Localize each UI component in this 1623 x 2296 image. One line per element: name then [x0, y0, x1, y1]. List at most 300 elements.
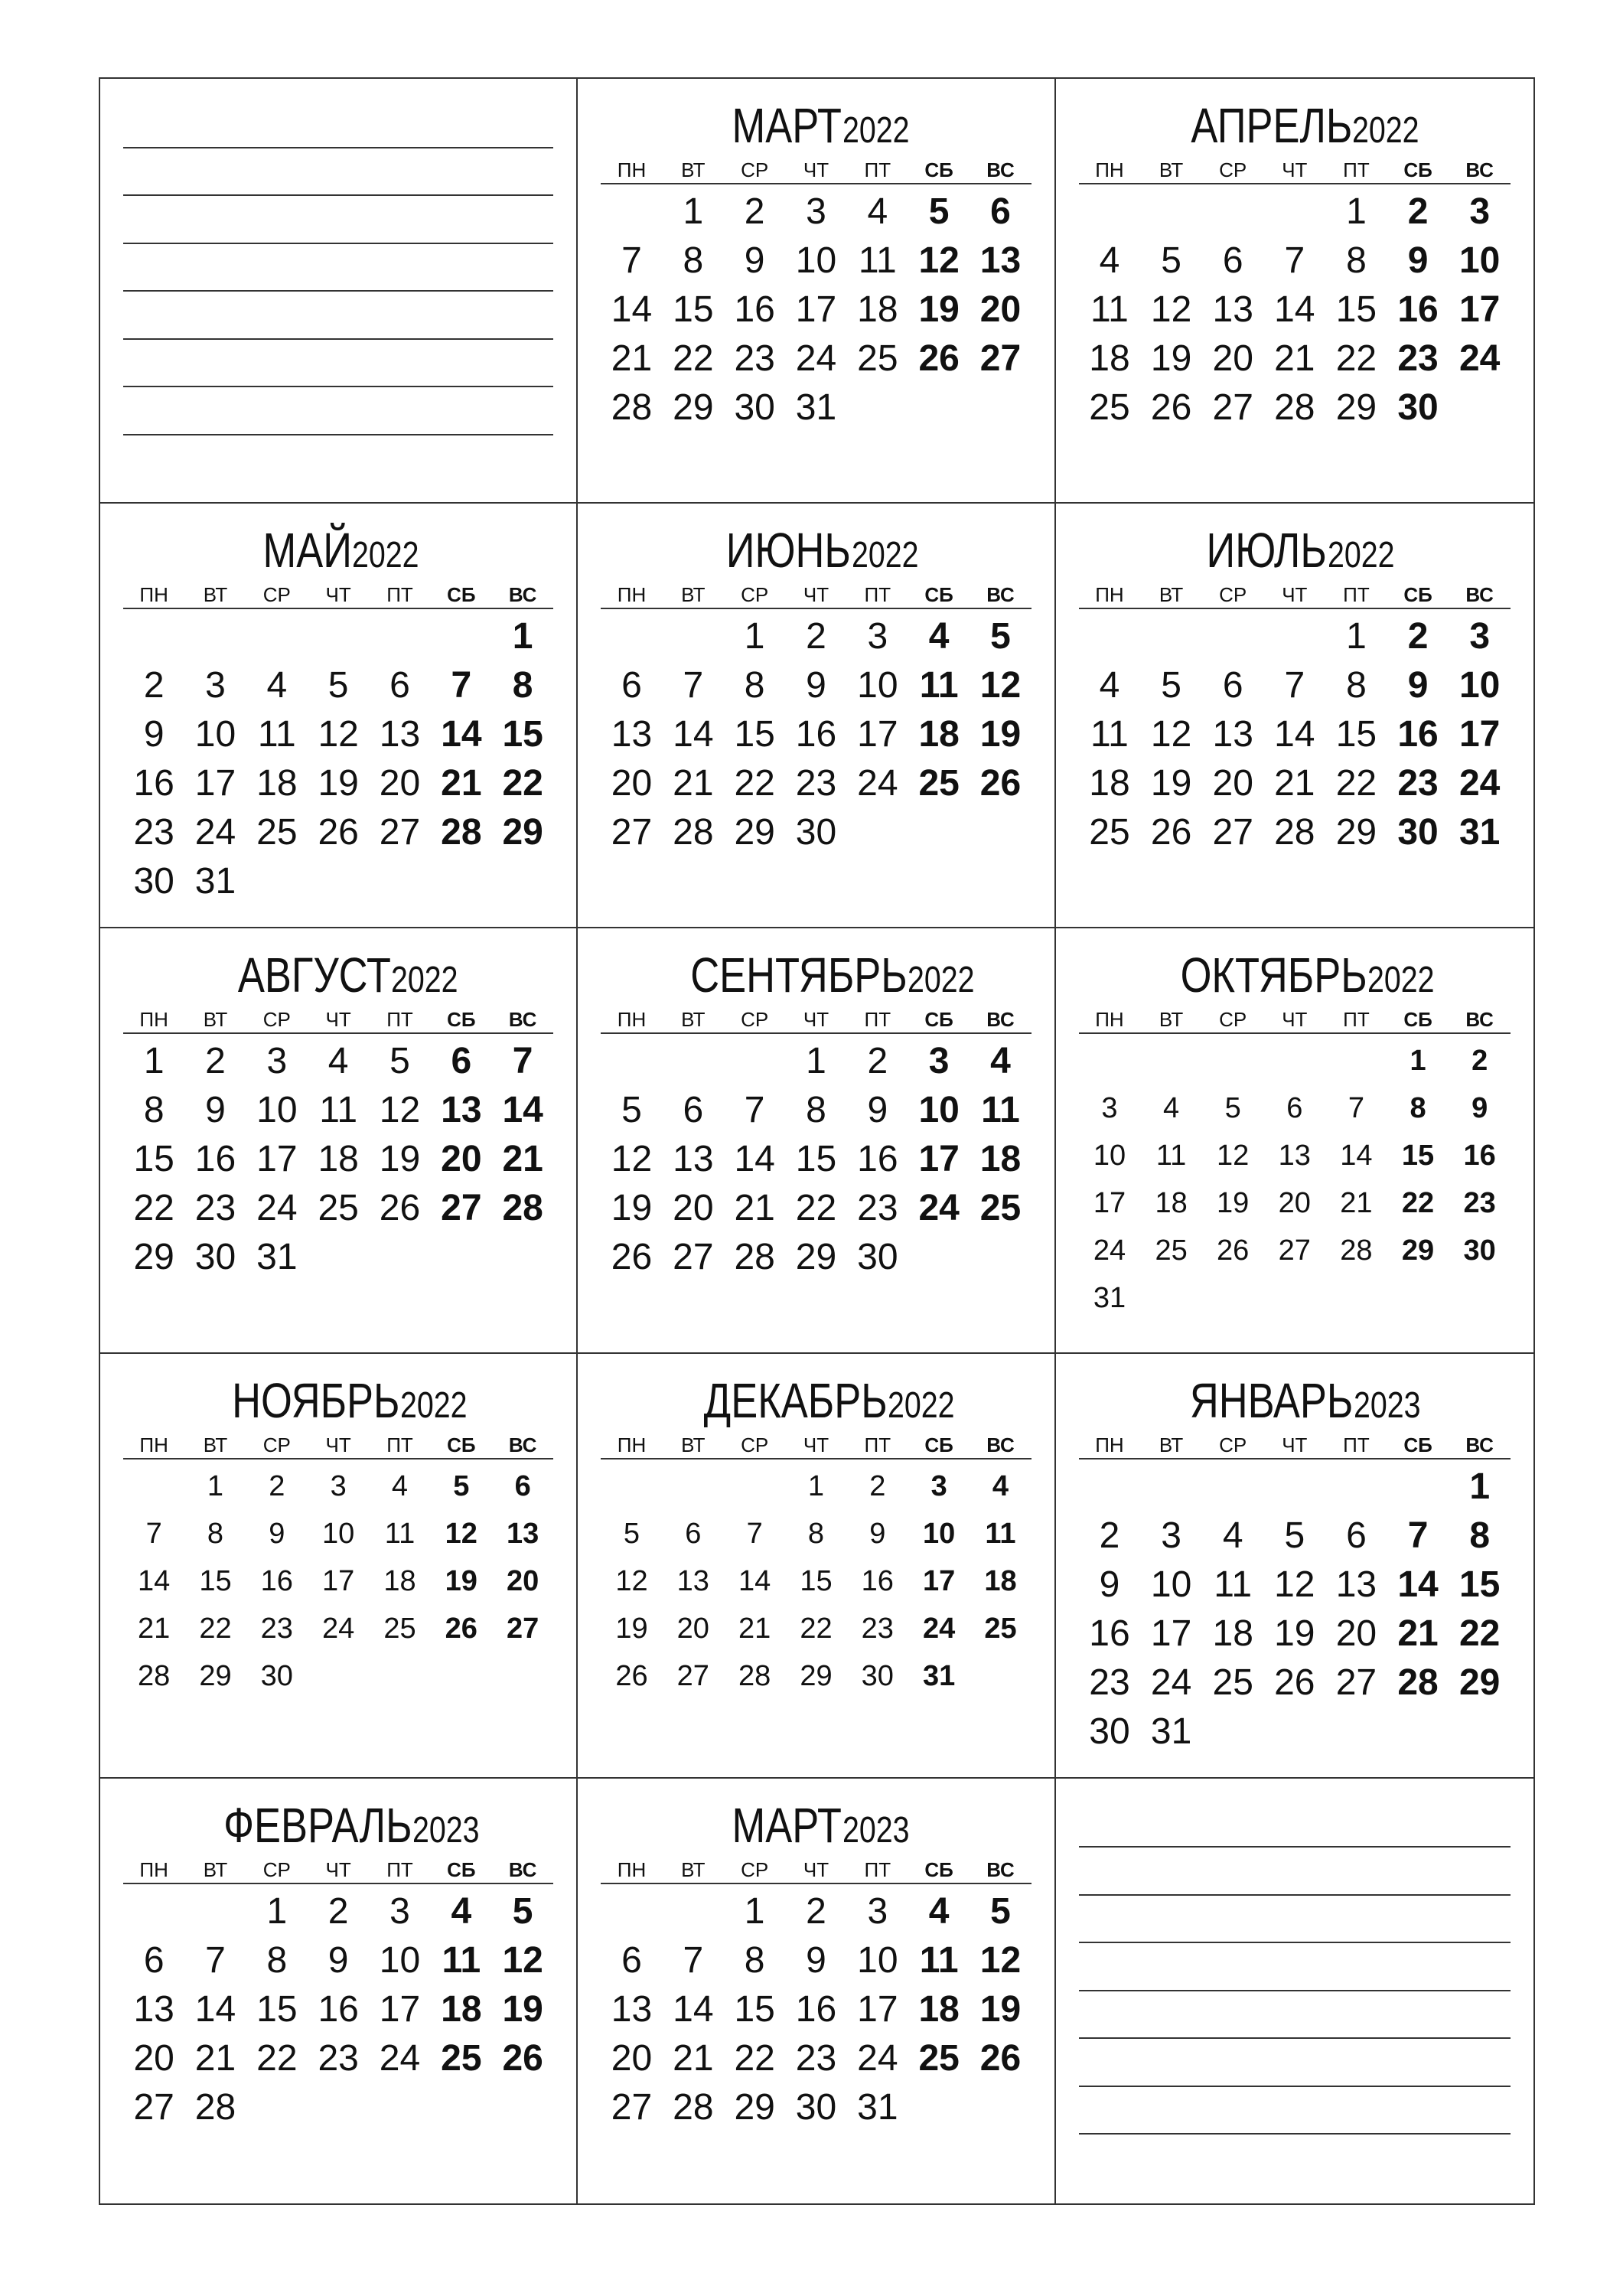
- day: 19: [379, 1139, 421, 1180]
- day: 31: [1150, 1711, 1192, 1752]
- day: 19: [1217, 1187, 1250, 1220]
- weekend-day: 22: [1401, 1187, 1435, 1220]
- month-calendar: [1079, 96, 1511, 432]
- day: 11: [319, 1090, 358, 1131]
- empty-day: [1264, 612, 1326, 661]
- day: 17: [1093, 1187, 1126, 1220]
- month-year: 2023: [842, 1809, 910, 1851]
- day: 1: [744, 1890, 765, 1932]
- day: 24: [1150, 1662, 1192, 1703]
- day: 24: [322, 1612, 355, 1645]
- month-name: ИЮНЬ: [726, 523, 852, 579]
- day: 1: [207, 1469, 224, 1502]
- day: 30: [260, 1659, 293, 1692]
- day: 12: [1274, 1564, 1315, 1605]
- day: 27: [1212, 387, 1253, 428]
- weekend-day: 13: [441, 1090, 482, 1131]
- weekday-label: ЧТ: [1282, 1433, 1308, 1456]
- empty-day: [1325, 1037, 1387, 1084]
- month-year: 2022: [1327, 535, 1395, 576]
- weekday-label: ПТ: [864, 158, 891, 181]
- day: 28: [1274, 387, 1315, 428]
- weekday-label: СР: [262, 1433, 291, 1456]
- note-line: [1079, 1848, 1511, 1896]
- month-year: 2023: [1353, 1384, 1421, 1426]
- weekday-label: ЧТ: [325, 1008, 351, 1032]
- weekend-day: 17: [1458, 714, 1501, 755]
- day: 28: [673, 812, 714, 853]
- weekday-header: [123, 1855, 553, 1884]
- day: 4: [867, 191, 888, 232]
- weekend-day: 4: [451, 1890, 472, 1932]
- day: 22: [199, 1612, 232, 1645]
- weekend-day: 15: [1458, 1564, 1501, 1605]
- weekday-header: [123, 580, 553, 609]
- day: 27: [1278, 1234, 1311, 1267]
- day: 20: [1335, 1613, 1377, 1654]
- day: 4: [1222, 1515, 1243, 1556]
- empty-day: [1140, 1463, 1202, 1512]
- weekend-day: 18: [984, 1564, 1017, 1597]
- weekend-day: 11: [442, 1939, 481, 1981]
- day: 23: [734, 338, 775, 379]
- weekday-label: ВТ: [681, 158, 706, 181]
- weekday-label: СБ: [447, 1433, 476, 1456]
- day: 24: [194, 812, 236, 853]
- weekday-label: ЧТ: [325, 1433, 351, 1456]
- day: 3: [867, 616, 888, 657]
- empty-day: [1202, 1463, 1264, 1512]
- empty-day: [601, 612, 662, 661]
- day: 11: [1090, 714, 1129, 755]
- day: 25: [1089, 812, 1130, 853]
- empty-day: [1140, 188, 1202, 236]
- day: 17: [857, 714, 898, 755]
- day: 4: [328, 1041, 349, 1082]
- month-panel: [578, 1354, 1055, 1779]
- weekday-label: ПН: [1095, 1008, 1124, 1032]
- day: 3: [205, 665, 226, 706]
- day: 20: [1212, 338, 1253, 379]
- calendar-grid: [99, 77, 1535, 2205]
- weekday-label: СБ: [924, 1857, 953, 1881]
- day: 25: [1212, 1662, 1253, 1703]
- day: 22: [734, 2037, 775, 2079]
- days-grid: [123, 1463, 553, 1700]
- weekday-label: ВТ: [1159, 583, 1184, 607]
- weekend-day: 20: [979, 289, 1022, 330]
- note-line: [1079, 1943, 1511, 1991]
- day: 27: [676, 1659, 709, 1692]
- month-title: [1079, 945, 1511, 1005]
- day: 21: [611, 338, 653, 379]
- weekend-day: 18: [918, 714, 960, 755]
- empty-day: [1079, 188, 1141, 236]
- weekday-label: ПТ: [386, 1433, 413, 1456]
- day: 14: [673, 1988, 714, 2030]
- day: 3: [1161, 1515, 1181, 1556]
- weekend-day: 28: [1397, 1662, 1439, 1703]
- day: 4: [266, 665, 288, 706]
- note-line: [123, 244, 553, 292]
- day: 5: [623, 1517, 640, 1550]
- weekend-day: 19: [918, 289, 960, 330]
- day: 11: [1155, 1140, 1187, 1172]
- weekend-day: 12: [502, 1939, 543, 1981]
- weekday-header: [601, 155, 1031, 184]
- weekend-day: 11: [985, 1517, 1016, 1550]
- weekday-label: ПН: [617, 583, 647, 607]
- month-title: [1079, 96, 1511, 155]
- weekday-label: ПТ: [1343, 158, 1370, 181]
- empty-day: [1202, 612, 1264, 661]
- weekend-day: 16: [1397, 289, 1439, 330]
- day: 16: [734, 289, 775, 330]
- day: 6: [1222, 240, 1243, 281]
- day: 23: [861, 1612, 894, 1645]
- day: 1: [744, 616, 765, 657]
- day: 25: [1155, 1234, 1188, 1267]
- weekday-header: [1079, 1430, 1511, 1459]
- weekday-label: ВС: [1465, 158, 1494, 181]
- day: 14: [1274, 289, 1315, 330]
- days-grid: [1079, 1463, 1511, 1756]
- day: 22: [1335, 338, 1377, 379]
- day: 16: [1089, 1613, 1130, 1654]
- day: 15: [673, 289, 714, 330]
- weekend-day: 4: [990, 1041, 1011, 1082]
- weekday-label: СБ: [1403, 158, 1432, 181]
- weekday-label: ПТ: [1343, 1433, 1370, 1456]
- month-calendar: [601, 1371, 1031, 1700]
- day: 10: [194, 714, 236, 755]
- day: 9: [205, 1090, 226, 1131]
- days-grid: [1079, 188, 1511, 432]
- day: 11: [1214, 1564, 1253, 1605]
- weekend-day: 4: [928, 1890, 950, 1932]
- weekend-day: 2: [1407, 616, 1429, 657]
- weekday-label: ВТ: [203, 1433, 228, 1456]
- weekend-day: 5: [512, 1890, 533, 1932]
- day: 22: [133, 1188, 174, 1229]
- day: 2: [1099, 1515, 1120, 1556]
- day: 6: [683, 1090, 704, 1131]
- day: 16: [857, 1139, 898, 1180]
- weekend-day: 17: [1458, 289, 1501, 330]
- month-title: [123, 945, 553, 1005]
- day: 29: [199, 1659, 232, 1692]
- weekend-day: 17: [923, 1564, 956, 1597]
- day: 13: [1212, 714, 1253, 755]
- weekday-label: СР: [1219, 583, 1247, 607]
- weekend-day: 5: [990, 1890, 1011, 1932]
- empty-day: [1387, 1463, 1449, 1512]
- day: 2: [205, 1041, 226, 1082]
- day: 13: [611, 1988, 653, 2030]
- weekend-day: 24: [1458, 763, 1501, 804]
- month-panel: [100, 1354, 578, 1779]
- weekend-day: 30: [1463, 1234, 1496, 1267]
- weekday-label: ЧТ: [1282, 158, 1308, 181]
- day: 21: [673, 763, 714, 804]
- day: 18: [256, 763, 298, 804]
- note-line: [123, 292, 553, 340]
- day: 13: [1335, 1564, 1377, 1605]
- weekend-day: 9: [1471, 1092, 1488, 1125]
- day: 1: [807, 1469, 825, 1502]
- day: 6: [621, 665, 642, 706]
- month-panel: [578, 1779, 1055, 2203]
- weekday-label: ПН: [617, 1008, 647, 1032]
- day: 15: [256, 1988, 298, 2030]
- day: 26: [1274, 1662, 1315, 1703]
- weekend-day: 1: [1469, 1466, 1491, 1507]
- month-name: АПРЕЛЬ: [1190, 98, 1352, 153]
- weekday-label: ПТ: [864, 583, 891, 607]
- day: 25: [383, 1612, 416, 1645]
- weekend-day: 8: [1469, 1515, 1491, 1556]
- day: 23: [133, 812, 174, 853]
- day: 19: [1150, 763, 1192, 804]
- weekday-label: СР: [1219, 1433, 1247, 1456]
- empty-day: [1079, 612, 1141, 661]
- weekday-label: ВТ: [1159, 158, 1184, 181]
- day: 23: [857, 1188, 898, 1229]
- day: 10: [379, 1939, 421, 1981]
- day: 7: [1348, 1092, 1364, 1125]
- empty-day: [184, 612, 246, 661]
- day: 10: [795, 240, 837, 281]
- day: 22: [795, 1188, 837, 1229]
- weekday-label: ЧТ: [803, 158, 829, 181]
- day: 6: [143, 1939, 165, 1981]
- day: 8: [266, 1939, 288, 1981]
- weekday-label: ПТ: [864, 1008, 891, 1032]
- day: 2: [143, 665, 165, 706]
- month-panel: [1056, 504, 1533, 928]
- day: 25: [1089, 387, 1130, 428]
- day: 3: [867, 1890, 888, 1932]
- weekend-day: 10: [1458, 240, 1501, 281]
- weekend-day: 15: [1401, 1140, 1435, 1172]
- day: 18: [1155, 1187, 1188, 1220]
- weekend-day: 3: [930, 1469, 947, 1502]
- day: 26: [615, 1659, 648, 1692]
- empty-day: [601, 188, 662, 236]
- weekday-label: ВТ: [681, 1857, 706, 1881]
- note-line: [123, 387, 553, 435]
- day: 26: [1217, 1234, 1250, 1267]
- weekday-label: ВС: [986, 1857, 1015, 1881]
- weekend-day: 26: [502, 2037, 543, 2079]
- day: 7: [744, 1090, 765, 1131]
- weekday-label: ВТ: [203, 1857, 228, 1881]
- day: 26: [1150, 812, 1192, 853]
- weekday-label: СР: [741, 583, 769, 607]
- day: 21: [673, 2037, 714, 2079]
- weekend-day: 26: [445, 1612, 477, 1645]
- empty-day: [1264, 1463, 1326, 1512]
- weekend-day: 10: [1458, 665, 1501, 706]
- day: 8: [683, 240, 704, 281]
- day: 26: [379, 1188, 421, 1229]
- day: 7: [621, 240, 642, 281]
- note-line: [1079, 1991, 1511, 2040]
- month-panel: [1056, 1354, 1533, 1779]
- month-calendar: [1079, 945, 1511, 1322]
- day: 13: [379, 714, 421, 755]
- month-year: 2022: [842, 110, 910, 151]
- weekend-day: 12: [445, 1517, 477, 1550]
- day: 27: [673, 1237, 714, 1278]
- day: 14: [194, 1988, 236, 2030]
- empty-day: [1140, 1037, 1202, 1084]
- weekday-label: ВС: [986, 583, 1015, 607]
- day: 2: [806, 1890, 826, 1932]
- weekend-day: 27: [507, 1612, 539, 1645]
- day: 19: [611, 1188, 653, 1229]
- day: 20: [1212, 763, 1253, 804]
- day: 6: [1346, 1515, 1367, 1556]
- weekday-label: СБ: [447, 1857, 476, 1881]
- day: 14: [734, 1139, 775, 1180]
- month-year: 2023: [412, 1809, 480, 1851]
- day: 16: [318, 1988, 359, 2030]
- day: 31: [795, 387, 837, 428]
- day: 26: [1150, 387, 1192, 428]
- day: 12: [379, 1090, 421, 1131]
- empty-day: [369, 612, 430, 661]
- day: 15: [734, 714, 775, 755]
- day: 24: [379, 2037, 421, 2079]
- weekend-day: 9: [1407, 665, 1429, 706]
- month-calendar: [601, 1795, 1031, 2132]
- weekday-label: ЧТ: [1282, 583, 1308, 607]
- weekend-day: 2: [1407, 191, 1429, 232]
- day: 14: [673, 714, 714, 755]
- weekend-day: 18: [441, 1988, 482, 2030]
- days-grid: [601, 188, 1031, 432]
- day: 14: [611, 289, 653, 330]
- weekday-header: [601, 1855, 1031, 1884]
- day: 22: [673, 338, 714, 379]
- weekend-day: 4: [928, 616, 950, 657]
- weekday-label: СБ: [1403, 1008, 1432, 1032]
- empty-day: [1202, 1037, 1264, 1084]
- day: 26: [611, 1237, 653, 1278]
- day: 26: [318, 812, 359, 853]
- month-calendar: [601, 520, 1031, 857]
- weekend-day: 25: [441, 2037, 482, 2079]
- day: 8: [806, 1090, 826, 1131]
- weekday-label: ВС: [986, 158, 1015, 181]
- weekend-day: 21: [502, 1139, 543, 1180]
- weekend-day: 9: [1407, 240, 1429, 281]
- month-panel: [578, 504, 1055, 928]
- month-name: МАРТ: [732, 1797, 842, 1853]
- day: 19: [1150, 338, 1192, 379]
- day: 27: [611, 812, 653, 853]
- day: 23: [260, 1612, 293, 1645]
- month-calendar: [123, 1371, 553, 1700]
- weekday-label: СР: [1219, 158, 1247, 181]
- day: 17: [256, 1139, 298, 1180]
- empty-day: [601, 1463, 662, 1510]
- day: 19: [318, 763, 359, 804]
- weekend-day: 8: [512, 665, 533, 706]
- day: 2: [869, 1469, 886, 1502]
- weekend-day: 11: [919, 1939, 959, 1981]
- day: 6: [621, 1939, 642, 1981]
- day: 21: [194, 2037, 236, 2079]
- weekend-day: 10: [923, 1517, 956, 1550]
- day: 29: [133, 1237, 174, 1278]
- day: 17: [194, 763, 236, 804]
- weekday-label: ВТ: [203, 1008, 228, 1032]
- days-grid: [123, 1037, 553, 1282]
- weekend-day: 12: [979, 665, 1022, 706]
- day: 17: [857, 1988, 898, 2030]
- empty-day: [123, 612, 184, 661]
- days-grid: [123, 1887, 553, 2132]
- day: 8: [744, 1939, 765, 1981]
- empty-day: [601, 1037, 662, 1086]
- note-line: [123, 148, 553, 197]
- month-title: [601, 1371, 1031, 1430]
- days-grid: [1079, 1037, 1511, 1322]
- day: 9: [806, 1939, 826, 1981]
- empty-day: [246, 612, 308, 661]
- day: 10: [857, 1939, 898, 1981]
- weekday-label: ЧТ: [325, 583, 351, 607]
- day: 27: [133, 2086, 174, 2128]
- day: 8: [207, 1517, 224, 1550]
- day: 2: [867, 1041, 888, 1082]
- weekend-day: 2: [1471, 1045, 1488, 1078]
- day: 9: [1099, 1564, 1120, 1605]
- days-grid: [601, 1463, 1031, 1700]
- weekday-label: ВТ: [681, 1008, 706, 1032]
- day: 18: [1089, 338, 1130, 379]
- days-grid: [1079, 612, 1511, 857]
- day: 28: [734, 1237, 775, 1278]
- weekend-day: 3: [1469, 191, 1491, 232]
- weekday-label: ПТ: [864, 1433, 891, 1456]
- day: 12: [615, 1564, 648, 1597]
- month-year: 2022: [390, 960, 458, 1001]
- weekend-day: 14: [441, 714, 482, 755]
- weekday-label: ВС: [508, 583, 537, 607]
- weekday-header: [1079, 580, 1511, 609]
- month-title: [601, 1795, 1031, 1855]
- day: 4: [1099, 240, 1120, 281]
- empty-day: [1264, 1037, 1326, 1084]
- weekend-day: 29: [1458, 1662, 1501, 1703]
- weekend-day: 7: [451, 665, 472, 706]
- weekend-day: 26: [979, 2037, 1022, 2079]
- month-calendar: [1079, 1371, 1511, 1756]
- weekday-label: СБ: [924, 1008, 953, 1032]
- day: 14: [1274, 714, 1315, 755]
- month-year: 2022: [1367, 960, 1436, 1001]
- weekend-day: 12: [918, 240, 960, 281]
- day: 23: [318, 2037, 359, 2079]
- weekend-day: 23: [1397, 763, 1439, 804]
- month-panel: [578, 79, 1055, 504]
- day: 6: [685, 1517, 702, 1550]
- weekday-header: [123, 1430, 553, 1459]
- weekend-day: 20: [507, 1564, 539, 1597]
